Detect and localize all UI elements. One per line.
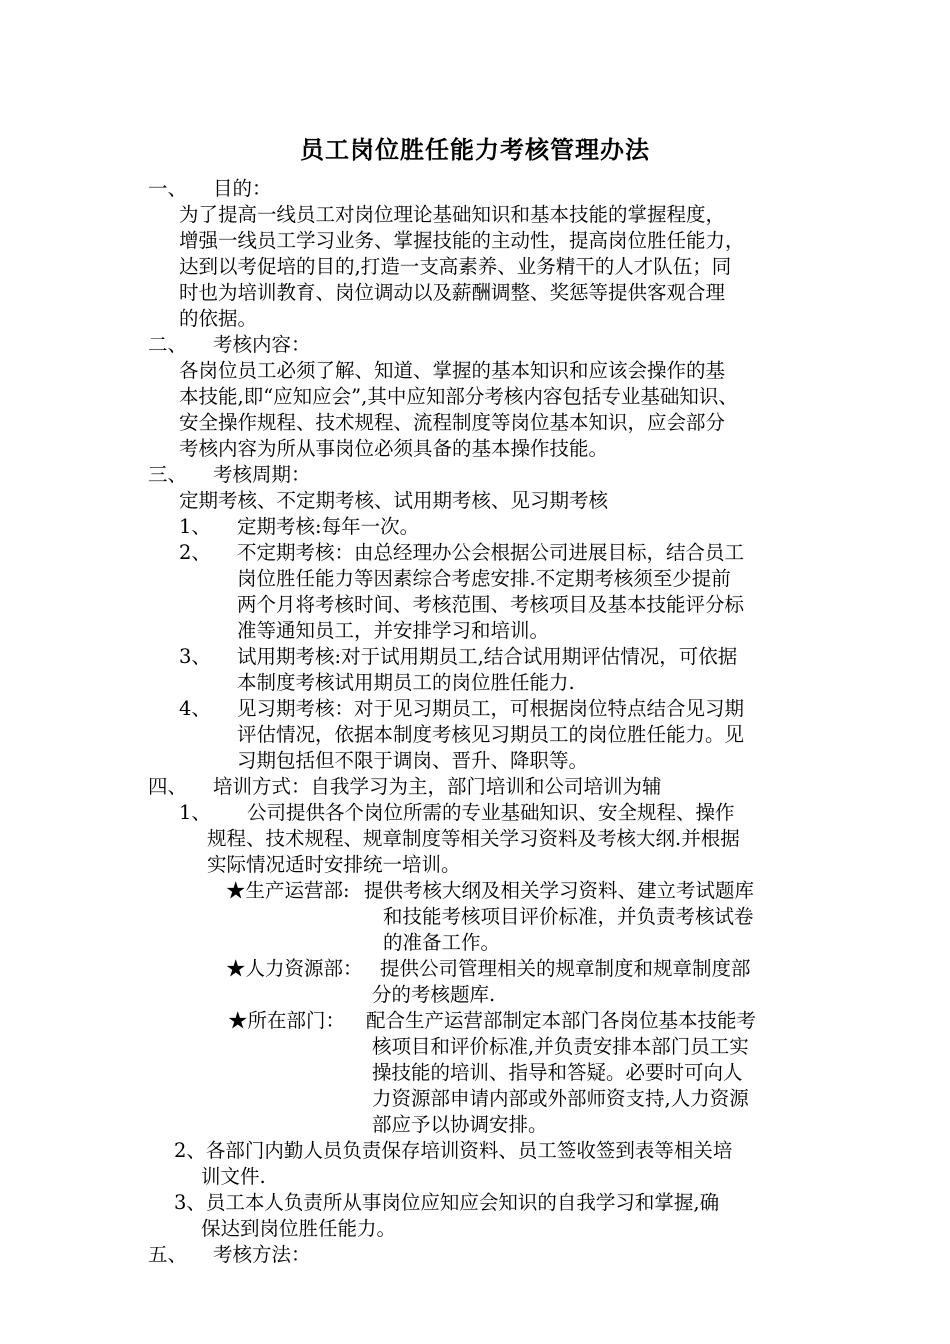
item-line: 不定期考核：由总经理办公会根据公司进展目标，结合员工 (237, 541, 745, 564)
star-line: 分的考核题库. (372, 983, 496, 1006)
section-2-line: 安全操作规程、技术规程、流程制度等岗位基本知识，应会部分 (179, 411, 726, 434)
section-1-number: 一、 (148, 177, 188, 200)
section-2-heading: 考核内容： (213, 333, 311, 356)
item-number: 1、 (179, 801, 211, 824)
star-line: 操技能的培训、指导和答疑。必要时可向人 (372, 1061, 743, 1084)
section-1-line: 增强一线员工学习业务、掌握技能的主动性，提高岗位胜任能力， (179, 229, 745, 252)
item-line: 实际情况适时安排统一培训。 (207, 853, 461, 876)
item-line: 岗位胜任能力等因素综合考虑安排.不定期考核须至少提前 (237, 567, 731, 590)
section-1-line: 为了提高一线员工对岗位理论基础知识和基本技能的掌握程度， (179, 203, 726, 226)
section-3-number: 三、 (148, 463, 188, 486)
item-number: 2、 (179, 541, 211, 564)
section-2-line: 考核内容为所从事岗位必须具备的基本操作技能。 (179, 437, 609, 460)
star-line: 配合生产运营部制定本部门各岗位基本技能考 (366, 1009, 757, 1032)
star-line: 力资源部申请内部或外部师资支持,人力资源 (372, 1087, 749, 1110)
item-line: 两个月将考核时间、考核范围、考核项目及基本技能评分标 (237, 593, 745, 616)
item-number: 1、 (179, 515, 211, 538)
section-4-number: 四、 (148, 775, 188, 798)
section-4-heading: 培训方式：自我学习为主，部门培训和公司培训为辅 (213, 775, 662, 798)
star-line: 核项目和评价标准,并负责安排本部门员工实 (372, 1035, 749, 1058)
item-number: 3、 (179, 645, 211, 668)
section-1-line: 达到以考促培的目的,打造一支高素养、业务精干的人才队伍；同 (179, 255, 732, 278)
star-label: ★人力资源部： (226, 957, 363, 980)
section-2-number: 二、 (148, 333, 188, 356)
item-line: 公司提供各个岗位所需的专业基础知识、安全规程、操作 (247, 801, 735, 824)
item-line: 评估情况，依据本制度考核见习期员工的岗位胜任能力。见 (237, 723, 745, 746)
item-line: 本制度考核试用期员工的岗位胜任能力. (237, 671, 575, 694)
section-2-line: 各岗位员工必须了解、知道、掌握的基本知识和应该会操作的基 (179, 359, 726, 382)
item-line: 训文件. (201, 1165, 266, 1188)
section-1-heading: 目的： (213, 177, 272, 200)
star-line: 提供考核大纲及相关学习资料、建立考试题库 (364, 879, 755, 902)
item-line: 见习期考核：对于见习期员工，可根据岗位特点结合见习期 (237, 697, 745, 720)
item-line: 准等通知员工，并安排学习和培训。 (237, 619, 550, 642)
section-1-line: 时也为培训教育、岗位调动以及薪酬调整、奖惩等提供客观合理 (179, 281, 726, 304)
star-label: ★所在部门： (228, 1009, 346, 1032)
section-3-intro: 定期考核、不定期考核、试用期考核、见习期考核 (179, 489, 609, 512)
section-2-line: 本技能,即“应知应会”,其中应知部分考核内容包括专业基础知识、 (179, 385, 738, 408)
star-line: 部应予以协调安排。 (372, 1113, 548, 1136)
item-line: 规程、技术规程、规章制度等相关学习资料及考核大纲.并根据 (207, 827, 740, 850)
item-line: 2、各部门内勤人员负责保存培训资料、员工签收签到表等相关培 (174, 1139, 733, 1162)
section-1-line: 的依据。 (179, 307, 258, 330)
section-5-heading: 考核方法： (213, 1243, 311, 1266)
star-label: ★生产运营部: (226, 879, 350, 902)
item-line: 保达到岗位胜任能力。 (201, 1217, 397, 1240)
item-line: 试用期考核:对于试用期员工,结合试用期评估情况，可依据 (237, 645, 738, 668)
item-line: 3、员工本人负责所从事岗位应知应会知识的自我学习和掌握,确 (174, 1191, 720, 1214)
star-line: 提供公司管理相关的规章制度和规章制度部 (380, 957, 751, 980)
page-title: 员工岗位胜任能力考核管理办法 (300, 135, 650, 164)
item-line: 定期考核:每年一次。 (237, 515, 420, 538)
section-5-number: 五、 (148, 1243, 188, 1266)
item-number: 4、 (179, 697, 211, 720)
star-line: 和技能考核项目评价标准，并负责考核试卷 (383, 905, 754, 928)
star-line: 的准备工作。 (383, 931, 501, 954)
item-line: 习期包括但不限于调岗、晋升、降职等。 (237, 749, 589, 772)
section-3-heading: 考核周期： (213, 463, 311, 486)
